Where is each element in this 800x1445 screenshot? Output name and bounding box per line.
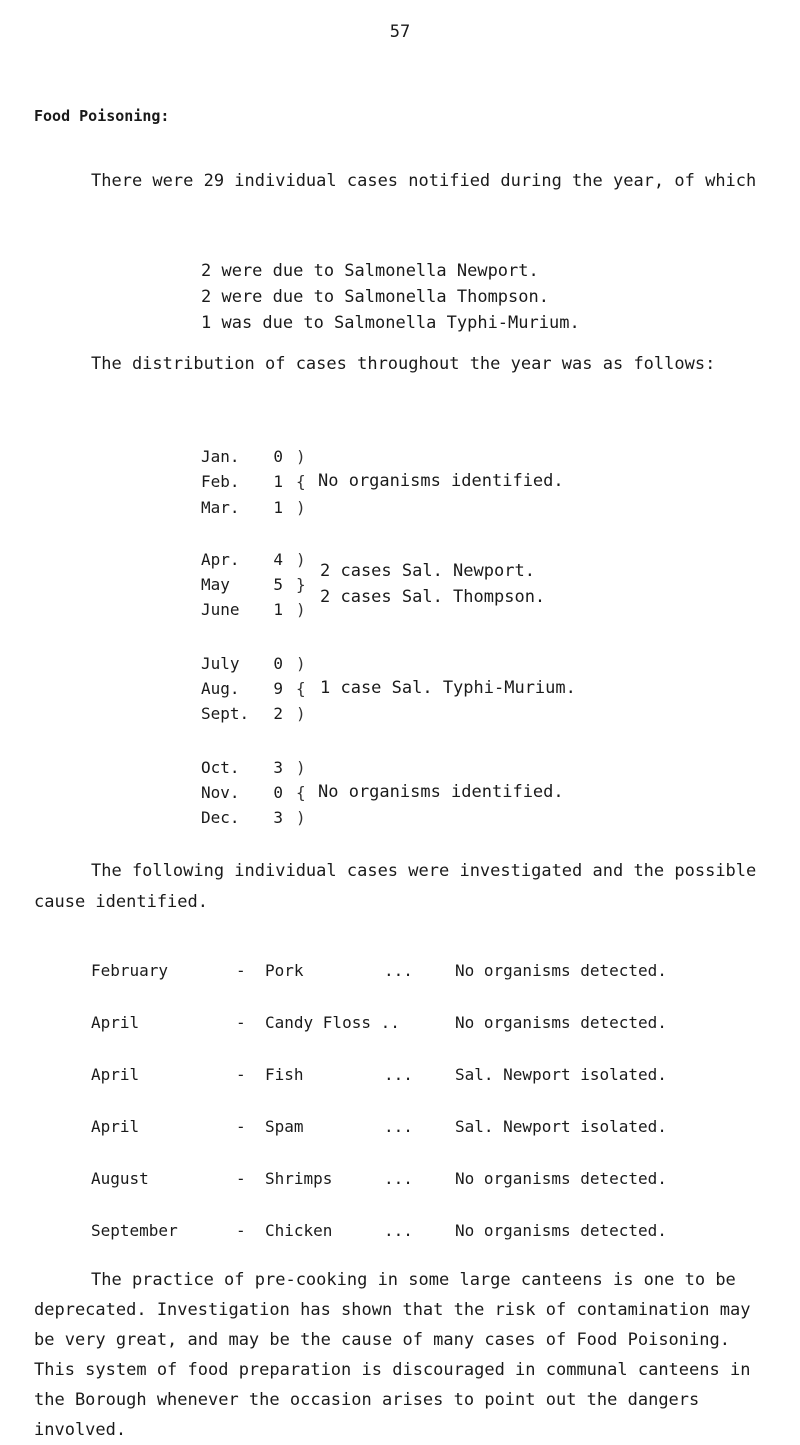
month-name: Mar. bbox=[201, 498, 240, 517]
case-month: September bbox=[91, 1221, 178, 1240]
brace-middle: { bbox=[296, 783, 306, 802]
month-row bbox=[201, 575, 283, 594]
page-number: 57 bbox=[389, 22, 411, 42]
brace-bottom: ) bbox=[296, 600, 306, 619]
brace-bottom: ) bbox=[296, 704, 306, 723]
brace-top: ) bbox=[296, 550, 306, 569]
brace-middle: { bbox=[296, 679, 306, 698]
month-count: 1 bbox=[273, 472, 283, 491]
list-item: 2 were due to Salmonella Newport. bbox=[201, 261, 539, 281]
case-dash: - bbox=[236, 1117, 246, 1136]
month-row bbox=[201, 758, 283, 777]
list-item: 1 was due to Salmonella Typhi-Murium. bbox=[201, 313, 580, 333]
month-name: Nov. bbox=[201, 783, 240, 802]
brace-top: ) bbox=[296, 758, 306, 777]
brace-top: ) bbox=[296, 654, 306, 673]
month-name: Jan. bbox=[201, 447, 240, 466]
case-food: Pork bbox=[265, 961, 304, 980]
month-row bbox=[201, 704, 283, 723]
month-name: May bbox=[201, 575, 230, 594]
month-count: 2 bbox=[273, 704, 283, 723]
case-leader: ... bbox=[384, 961, 413, 980]
case-dash: - bbox=[236, 961, 246, 980]
case-leader: ... bbox=[384, 1169, 413, 1188]
quarter-note: 2 cases Sal. Thompson. bbox=[320, 587, 546, 607]
month-row bbox=[201, 679, 283, 698]
case-leader: ... bbox=[384, 1065, 413, 1084]
case-food: Spam bbox=[265, 1117, 304, 1136]
quarter-note: 1 case Sal. Typhi-Murium. bbox=[320, 678, 576, 698]
case-food: Fish bbox=[265, 1065, 304, 1084]
quarter-note: 2 cases Sal. Newport. bbox=[320, 561, 535, 581]
month-row bbox=[201, 654, 283, 673]
brace-top: ) bbox=[296, 447, 306, 466]
month-row bbox=[201, 783, 283, 802]
month-row bbox=[201, 498, 283, 517]
month-name: Oct. bbox=[201, 758, 240, 777]
month-count: 9 bbox=[273, 679, 283, 698]
case-result: No organisms detected. bbox=[455, 961, 667, 980]
section-title: Food Poisoning: bbox=[34, 107, 170, 125]
case-result: No organisms detected. bbox=[455, 1221, 667, 1240]
case-result: No organisms detected. bbox=[455, 1169, 667, 1188]
case-month: February bbox=[91, 961, 169, 980]
month-count: 3 bbox=[273, 808, 283, 827]
brace-middle: } bbox=[296, 575, 306, 594]
salmonella-list bbox=[201, 258, 580, 336]
case-leader: ... bbox=[384, 1117, 413, 1136]
case-food: Candy Floss .. bbox=[265, 1013, 400, 1032]
case-food: Chicken bbox=[265, 1221, 333, 1240]
month-row bbox=[201, 600, 283, 619]
brace-middle: { bbox=[296, 472, 306, 491]
case-leader: ... bbox=[384, 1221, 413, 1240]
brace-bottom: ) bbox=[296, 498, 306, 517]
month-row bbox=[201, 447, 283, 466]
case-dash: - bbox=[236, 1221, 246, 1240]
quarter-note: No organisms identified. bbox=[318, 782, 564, 802]
case-result: Sal. Newport isolated. bbox=[455, 1117, 667, 1136]
month-count: 0 bbox=[273, 654, 283, 673]
month-count: 1 bbox=[273, 600, 283, 619]
month-count: 0 bbox=[273, 783, 283, 802]
case-food: Shrimps bbox=[265, 1169, 333, 1188]
closing-paragraph: The practice of pre-cooking in some large canteens is one to be deprecated. Investigation has shown that the risk of contamination may be very great, and may be the cause of many cases of Food Poisoning. This system of food preparation is discouraged in communal canteens in the Borough whenever the occasion arises to point out the dangers involved. bbox=[34, 1270, 751, 1440]
month-row bbox=[201, 550, 283, 569]
month-name: June bbox=[201, 600, 240, 619]
month-name: Aug. bbox=[201, 679, 240, 698]
case-month: April bbox=[91, 1013, 140, 1032]
case-month: August bbox=[91, 1169, 149, 1188]
case-dash: - bbox=[236, 1065, 246, 1084]
case-result: Sal. Newport isolated. bbox=[455, 1065, 667, 1084]
following-intro: The following individual cases were investigated and the possible cause identified. bbox=[34, 861, 757, 912]
case-result: No organisms detected. bbox=[455, 1013, 667, 1032]
list-item: 2 were due to Salmonella Thompson. bbox=[201, 287, 549, 307]
distribution-intro: The distribution of cases throughout the year was as follows: bbox=[91, 354, 716, 374]
intro-paragraph: There were 29 individual cases notified during the year, of which bbox=[91, 171, 757, 191]
month-count: 0 bbox=[273, 447, 283, 466]
month-count: 1 bbox=[273, 498, 283, 517]
month-count: 3 bbox=[273, 758, 283, 777]
case-dash: - bbox=[236, 1169, 246, 1188]
case-month: April bbox=[91, 1117, 140, 1136]
month-name: Feb. bbox=[201, 472, 240, 491]
month-name: Apr. bbox=[201, 550, 240, 569]
month-row bbox=[201, 808, 283, 827]
case-month: April bbox=[91, 1065, 140, 1084]
case-dash: - bbox=[236, 1013, 246, 1032]
month-row bbox=[201, 472, 283, 491]
month-count: 5 bbox=[273, 575, 283, 594]
quarter-note: No organisms identified. bbox=[318, 471, 564, 491]
month-name: July bbox=[201, 654, 240, 673]
month-name: Sept. bbox=[201, 704, 250, 723]
brace-bottom: ) bbox=[296, 808, 306, 827]
month-count: 4 bbox=[273, 550, 283, 569]
month-name: Dec. bbox=[201, 808, 240, 827]
